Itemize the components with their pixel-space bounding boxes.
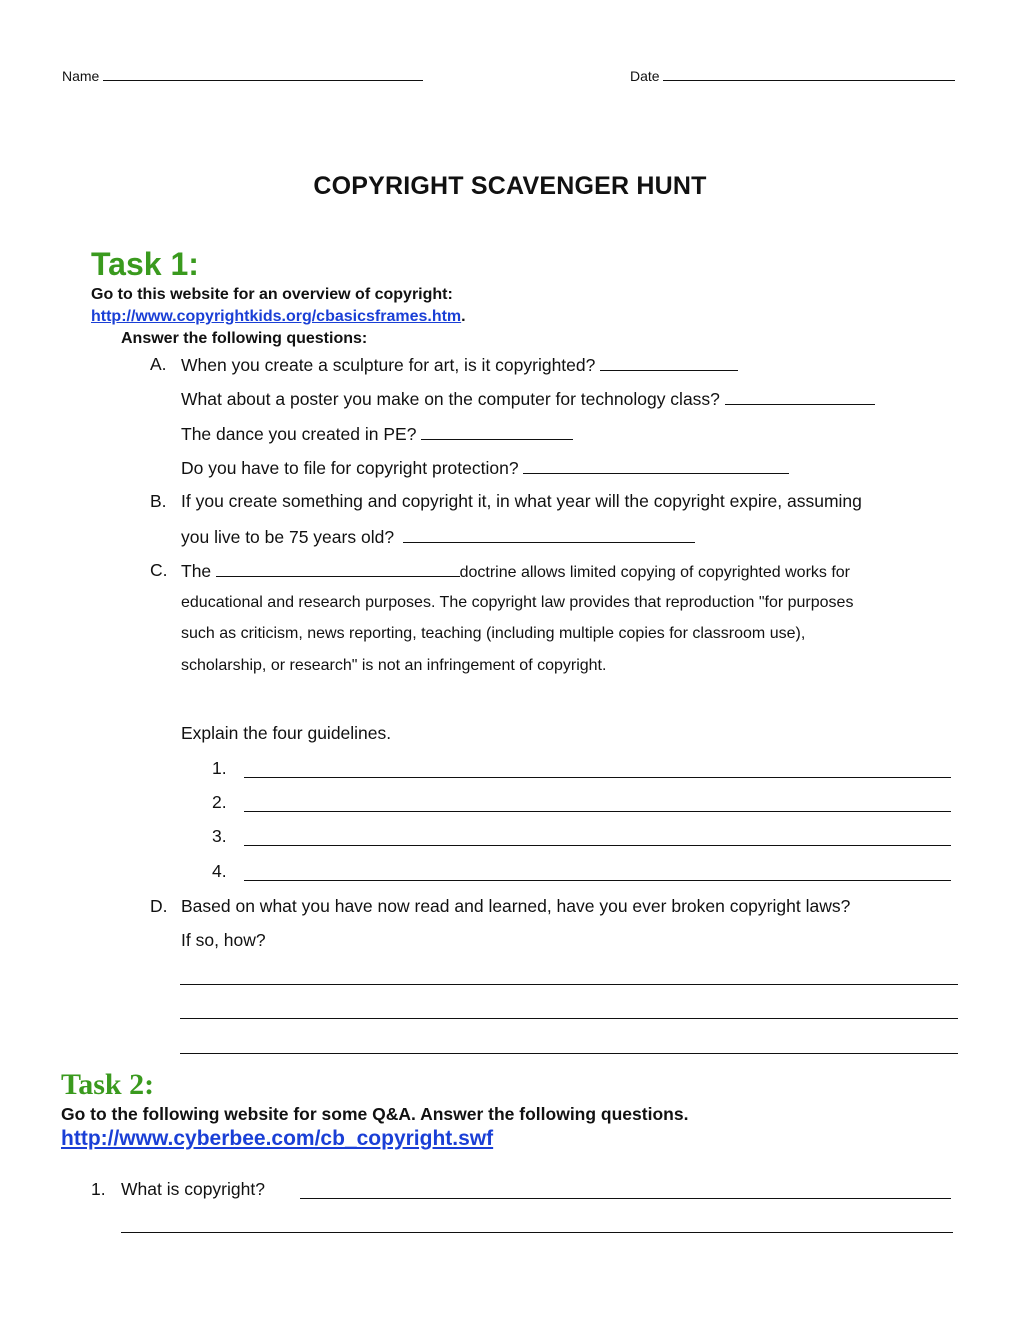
guideline-1-answer[interactable]	[244, 777, 951, 778]
guideline-4-answer[interactable]	[244, 880, 951, 881]
item-d-answer-line-2[interactable]	[180, 1018, 958, 1019]
item-d-marker: D.	[150, 896, 168, 916]
item-d-line-2: If so, how?	[181, 930, 266, 950]
guideline-2-answer[interactable]	[244, 811, 951, 812]
item-c-line-2: educational and research purposes. The copyright law provides that reproduction "for purposes	[181, 594, 854, 611]
item-d-answer-line-3[interactable]	[180, 1053, 958, 1054]
item-a-question-4	[181, 457, 789, 479]
item-d-answer-line-1[interactable]	[180, 984, 958, 985]
item-c-the: The	[181, 561, 212, 581]
item-a-q3-answer[interactable]	[421, 423, 573, 440]
guideline-4-marker: 4.	[212, 861, 227, 881]
explain-guidelines: Explain the four guidelines.	[181, 723, 392, 743]
task2-q1-row	[121, 1179, 265, 1200]
name-input-line[interactable]	[103, 64, 423, 81]
task2-q1-answer-line-1[interactable]	[300, 1198, 951, 1199]
item-b-line-1: If you create something and copyright it, in what year will the copyright expire, assuming	[181, 491, 862, 511]
item-a-q2-answer[interactable]	[725, 388, 875, 405]
task1-url-row	[91, 308, 466, 326]
item-a-q3-text: The dance you created in PE?	[181, 424, 417, 444]
item-b-answer[interactable]	[403, 526, 695, 543]
item-c-line-3: such as criticism, news reporting, teaching (including multiple copies for classroom use),	[181, 625, 806, 642]
page-title: COPYRIGHT SCAVENGER HUNT	[313, 172, 707, 200]
name-label: Name	[62, 68, 100, 84]
task1-url-suffix: .	[461, 308, 466, 325]
task1-link[interactable]: http://www.copyrightkids.org/cbasicsframes.htm	[91, 308, 462, 325]
item-a-q4-text: Do you have to file for copyright protection?	[181, 458, 519, 478]
item-a-q1-answer[interactable]	[600, 354, 738, 371]
item-c-line-1	[181, 560, 850, 582]
guideline-3-marker: 3.	[212, 826, 227, 846]
task1-heading: Task 1:	[91, 246, 199, 282]
date-input-line[interactable]	[663, 64, 955, 81]
item-b-line-2	[181, 526, 695, 548]
task2-link[interactable]: http://www.cyberbee.com/cb_copyright.swf	[61, 1127, 494, 1150]
guideline-1-marker: 1.	[212, 758, 227, 778]
task1-instruction: Go to this website for an overview of copyright:	[91, 286, 453, 303]
task2-q1-answer-line-2[interactable]	[121, 1232, 953, 1233]
item-c-line-4: scholarship, or research" is not an infringement of copyright.	[181, 657, 607, 674]
date-field-row	[630, 64, 955, 84]
item-a-q4-answer[interactable]	[523, 457, 789, 474]
item-a-q1-text: When you create a sculpture for art, is it copyrighted?	[181, 355, 596, 375]
item-c-line1-text: doctrine allows limited copying of copyrighted works for	[459, 564, 851, 581]
item-b-marker: B.	[150, 491, 167, 511]
item-d-line-1: Based on what you have now read and learned, have you ever broken copyright laws?	[181, 896, 851, 916]
item-a-q2-text: What about a poster you make on the computer for technology class?	[181, 389, 720, 409]
item-a-question-2	[181, 388, 875, 410]
item-a-question-3	[181, 423, 573, 445]
task2-heading: Task 2:	[61, 1068, 155, 1101]
task1-subheading: Answer the following questions:	[121, 330, 368, 347]
task2-q1-text: What is copyright?	[121, 1179, 265, 1199]
task2-q1-marker: 1.	[91, 1179, 106, 1199]
date-label: Date	[630, 68, 660, 84]
task2-instruction: Go to the following website for some Q&A. Answer the following questions.	[61, 1104, 689, 1124]
item-a-question-1	[181, 354, 738, 376]
item-c-marker: C.	[150, 560, 168, 580]
item-b-line2-text: you live to be 75 years old?	[181, 527, 395, 547]
name-field-row	[62, 64, 423, 84]
guideline-3-answer[interactable]	[244, 845, 951, 846]
guideline-2-marker: 2.	[212, 792, 227, 812]
item-c-answer[interactable]	[216, 560, 460, 577]
item-a-marker: A.	[150, 354, 167, 374]
